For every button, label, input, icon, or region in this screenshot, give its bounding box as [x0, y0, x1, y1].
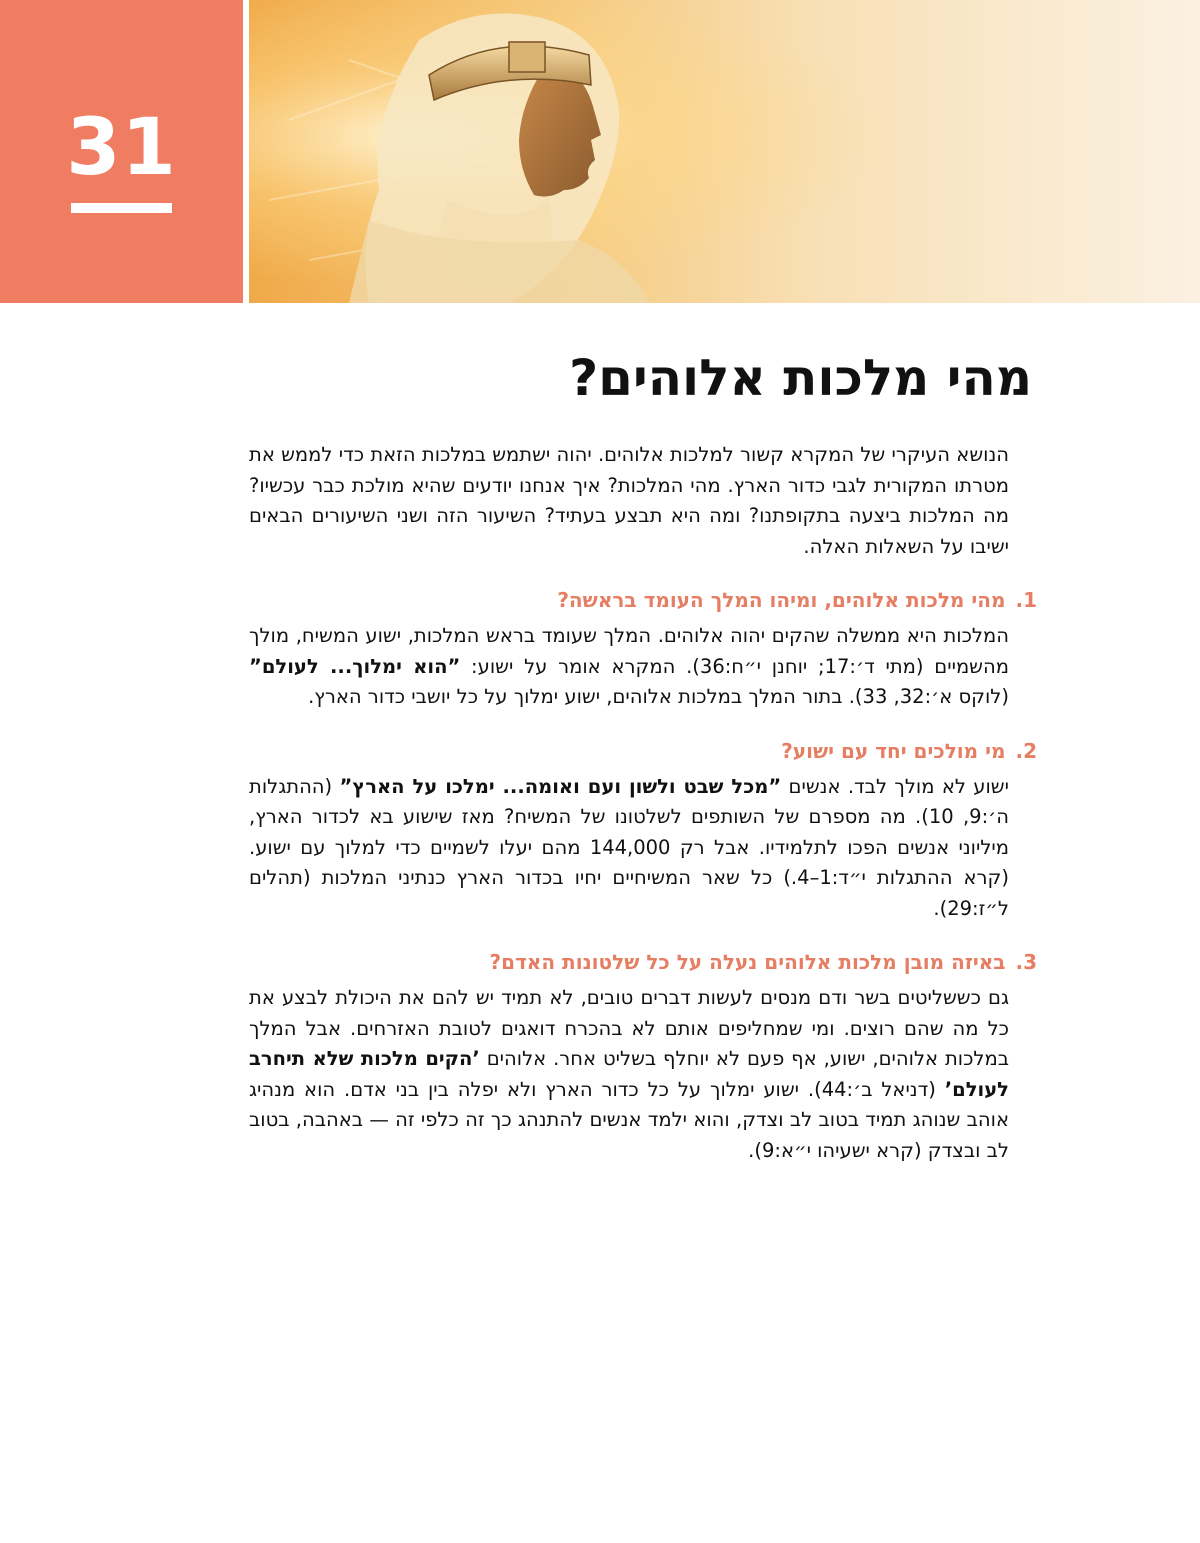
answer-text: (ההתגלות ה׳:9, 10). מה מספרם של השותפים לשלטונו של המשיח? מאז שישוע בא לכדור הארץ, מיליוני אנשים הפכו לתלמידיו. אבל רק 144,000 מהם יעלו לשמיים כדי למלוך עם ישוע. (קרא ההתגלות י״ד:1–4.) כל שאר המשיחיים יחיו בכדור הארץ כנתיני המלכות (תהלים ל״ז:29).: [249, 774, 1010, 920]
question-heading: [249, 585, 1037, 615]
question-text: באיזה מובן מלכות אלוהים נעלה על כל שלטונות האדם?: [489, 950, 1006, 974]
answer-text: (לוקס א׳:32, 33). בתור המלך במלכות אלוהים, ישוע ימלוך על כל יושבי כדור הארץ.: [308, 685, 1009, 708]
question-number: 3.: [1015, 950, 1037, 974]
page-title: מהי מלכות אלוהים?: [569, 349, 1032, 407]
lesson-number: 31: [66, 103, 177, 193]
lesson-number-badge: [0, 0, 243, 303]
answer-text: ישוע לא מולך לבד. אנשים: [781, 774, 1009, 798]
answer-paragraph: [249, 983, 1009, 1166]
answer-paragraph: [249, 772, 1009, 925]
question-number: 1.: [1015, 588, 1037, 612]
lesson-number-underline: [71, 203, 172, 213]
hero-image: [249, 0, 1200, 303]
question-text: מהי מלכות אלוהים, ומיהו המלך העומד בראשה?: [557, 588, 1006, 612]
answer-paragraph: [249, 621, 1009, 713]
question-heading: [249, 947, 1037, 977]
scripture-quote: ”הוא ימלוך... לעולם”: [249, 654, 461, 678]
question-heading: [249, 736, 1037, 766]
scripture-quote: ”מכל שבט ולשון ועם ואומה... ימלכו על הארץ”: [339, 774, 782, 798]
crowned-king-illustration: [249, 0, 1200, 303]
intro-paragraph: הנושא העיקרי של המקרא קשור למלכות אלוהים. יהוה ישתמש במלכות הזאת כדי לממש את מטרתו המקורית לגבי כדור הארץ. מהי המלכות? איך אנחנו יודעים שהיא מולכת כבר עכשיו? מה המלכות ביצעה בתקופתנו? ומה היא תבצע בעתיד? השיעור הזה ושני השיעורים הבאים ישיבו על השאלות האלה.: [249, 443, 1009, 558]
answer-text: המלכות היא ממשלה שהקים יהוה אלוהים. המלך שעומד בראש המלכות, ישוע המשיח, מולך מהשמיים (מתי ד׳:17; יוחנן י״ח:36). המקרא אומר על ישוע:: [249, 624, 1009, 678]
answer-text: (דניאל ב׳:44). ישוע ימלוך על כל כדור הארץ ולא יפלה בין בני אדם. הוא מנהיג אוהב שנוהג תמיד בטוב לב וצדק, והוא ילמד אנשים להתנהג כך זה כלפי זה — באהבה, בטוב לב ובצדק (קרא ישעיהו י״א:9).: [249, 1077, 1009, 1162]
question-number: 2.: [1015, 738, 1037, 763]
scripture-quote: ’הקים מלכות שלא תיחרב לעולם’: [249, 1047, 1009, 1101]
question-text: מי מולכים יחד עם ישוע?: [781, 738, 1006, 763]
answer-text: גם כששליטים בשר ודם מנסים לעשות דברים טובים, לא תמיד יש להם את היכולת לבצע את כל מה שהם רוצים. ומי שמחליפים אותם לא בהכרח דואגים לטובת האזרחים. אבל המלך במלכות אלוהים, ישוע, אף פעם לא יוחלף בשליט אחר. אלוהים: [249, 986, 1010, 1070]
lesson-content: [249, 440, 1037, 1166]
